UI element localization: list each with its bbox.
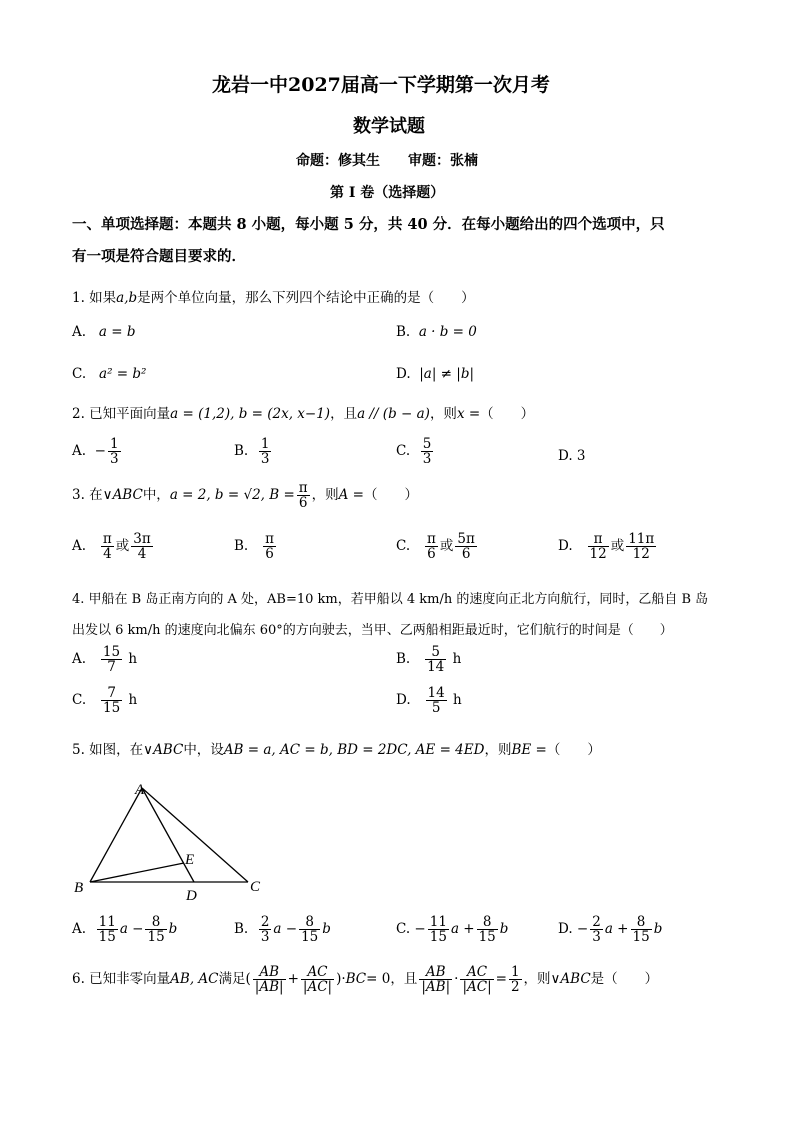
q1-option-a: A. a = b — [72, 324, 136, 340]
section-heading-line1: 一、单项选择题：本题共 8 小题，每小题 5 分，共 40 分．在每小题给出的四个选项中，只 — [72, 216, 665, 233]
q4-option-a: A. $\frac{15}{7}$ h — [72, 644, 138, 676]
question-2-stem: 2. 已知平面向量a = (1,2), b = (2x, x−1)，且a // (b − a)，则x =（ ） — [72, 406, 535, 422]
question-3-stem: 3. 在∨ABC中，a = 2, b = √2, B = $\frac{\pi}{6}$ ，则A =（ ） — [72, 480, 418, 512]
q2-option-b: B. $\frac{1}{3}$ — [234, 436, 270, 468]
label-e: E — [185, 852, 195, 868]
question-5-stem: 5. 如图，在∨ABC中，设AB = a, AC = b, BD = 2DC, AE = 4ED，则BE =（ ） — [72, 742, 601, 758]
q4-option-b: B. $\frac{5}{14}$ h — [396, 644, 462, 676]
q4-option-d: D. $\frac{14}{5}$ h — [396, 685, 462, 717]
q3-option-d: D. $\frac{\pi}{12}$ 或 $\frac{11\pi}{12}$ — [558, 531, 655, 563]
edge-ab — [90, 788, 142, 882]
exam-title: 龙岩一中2027届高一下学期第一次月考 — [212, 74, 550, 96]
question-4-line2: 出发以 6 km/h 的速度向北偏东 60°的方向驶去，当甲、乙两船相距最近时，它们航行的时间是（ ） — [72, 623, 673, 638]
label-c: C — [250, 879, 261, 895]
q2-option-d: D. 3 — [558, 448, 586, 464]
q1-option-d: D. |a| ≠ |b| — [396, 366, 475, 382]
q2-option-c: C. $\frac{5}{3}$ — [396, 436, 432, 468]
q1-option-b: B. a · b = 0 — [396, 324, 477, 340]
q1-option-c: C. a² = b² — [72, 366, 147, 382]
label-b: B — [74, 880, 84, 896]
question-6-stem: 6. 已知非零向量AB, AC满足( $\frac{AB}{|AB|}$ + $\frac{AC}{|AC|}$ )·BC= 0，且 $\frac{AB}{|AB|}$ · $\frac{AC}{|AC|}$ = $\frac{1}{2}$ ，则∨ABC是（ ） — [72, 964, 659, 996]
label-a: A — [135, 782, 145, 798]
q3-option-c: C. $\frac{\pi}{6}$ 或 $\frac{5\pi}{6}$ — [396, 531, 475, 563]
label-d: D — [186, 888, 197, 904]
triangle-figure — [70, 776, 270, 906]
subject-title: 数学试题 — [353, 116, 425, 137]
q3-option-b: B. $\frac{\pi}{6}$ — [234, 531, 274, 563]
question-4-line1: 4. 甲船在 B 岛正南方向的 A 处，AB=10 km，若甲船以 4 km/h 的速度向正北方向航行，同时，乙船自 B 岛 — [72, 592, 709, 607]
q5-option-c: C. − $\frac{11}{15}$ a + $\frac{8}{15}$ b — [396, 914, 509, 946]
q5-option-b: B. $\frac{2}{3}$ a − $\frac{8}{15}$ b — [234, 914, 331, 946]
q5-option-a: A. $\frac{11}{15}$ a − $\frac{8}{15}$ b — [72, 914, 178, 946]
q5-option-d: D. − $\frac{2}{3}$ a + $\frac{8}{15}$ b — [558, 914, 663, 946]
q2-option-a: A. − $\frac{1}{3}$ — [72, 436, 119, 468]
authors-line: 命题：修其生 审题：张楠 — [296, 153, 478, 169]
volume-label: 第 I 卷（选择题） — [330, 185, 445, 201]
question-1-stem: 1. 如果a,b是两个单位向量，那么下列四个结论中正确的是（ ） — [72, 290, 475, 306]
segment-be — [90, 863, 184, 882]
q3-option-a: A. $\frac{\pi}{4}$ 或 $\frac{3\pi}{4}$ — [72, 531, 151, 563]
q4-option-c: C. $\frac{7}{15}$ h — [72, 685, 138, 717]
section-heading-line2: 有一项是符合题目要求的． — [72, 248, 246, 265]
